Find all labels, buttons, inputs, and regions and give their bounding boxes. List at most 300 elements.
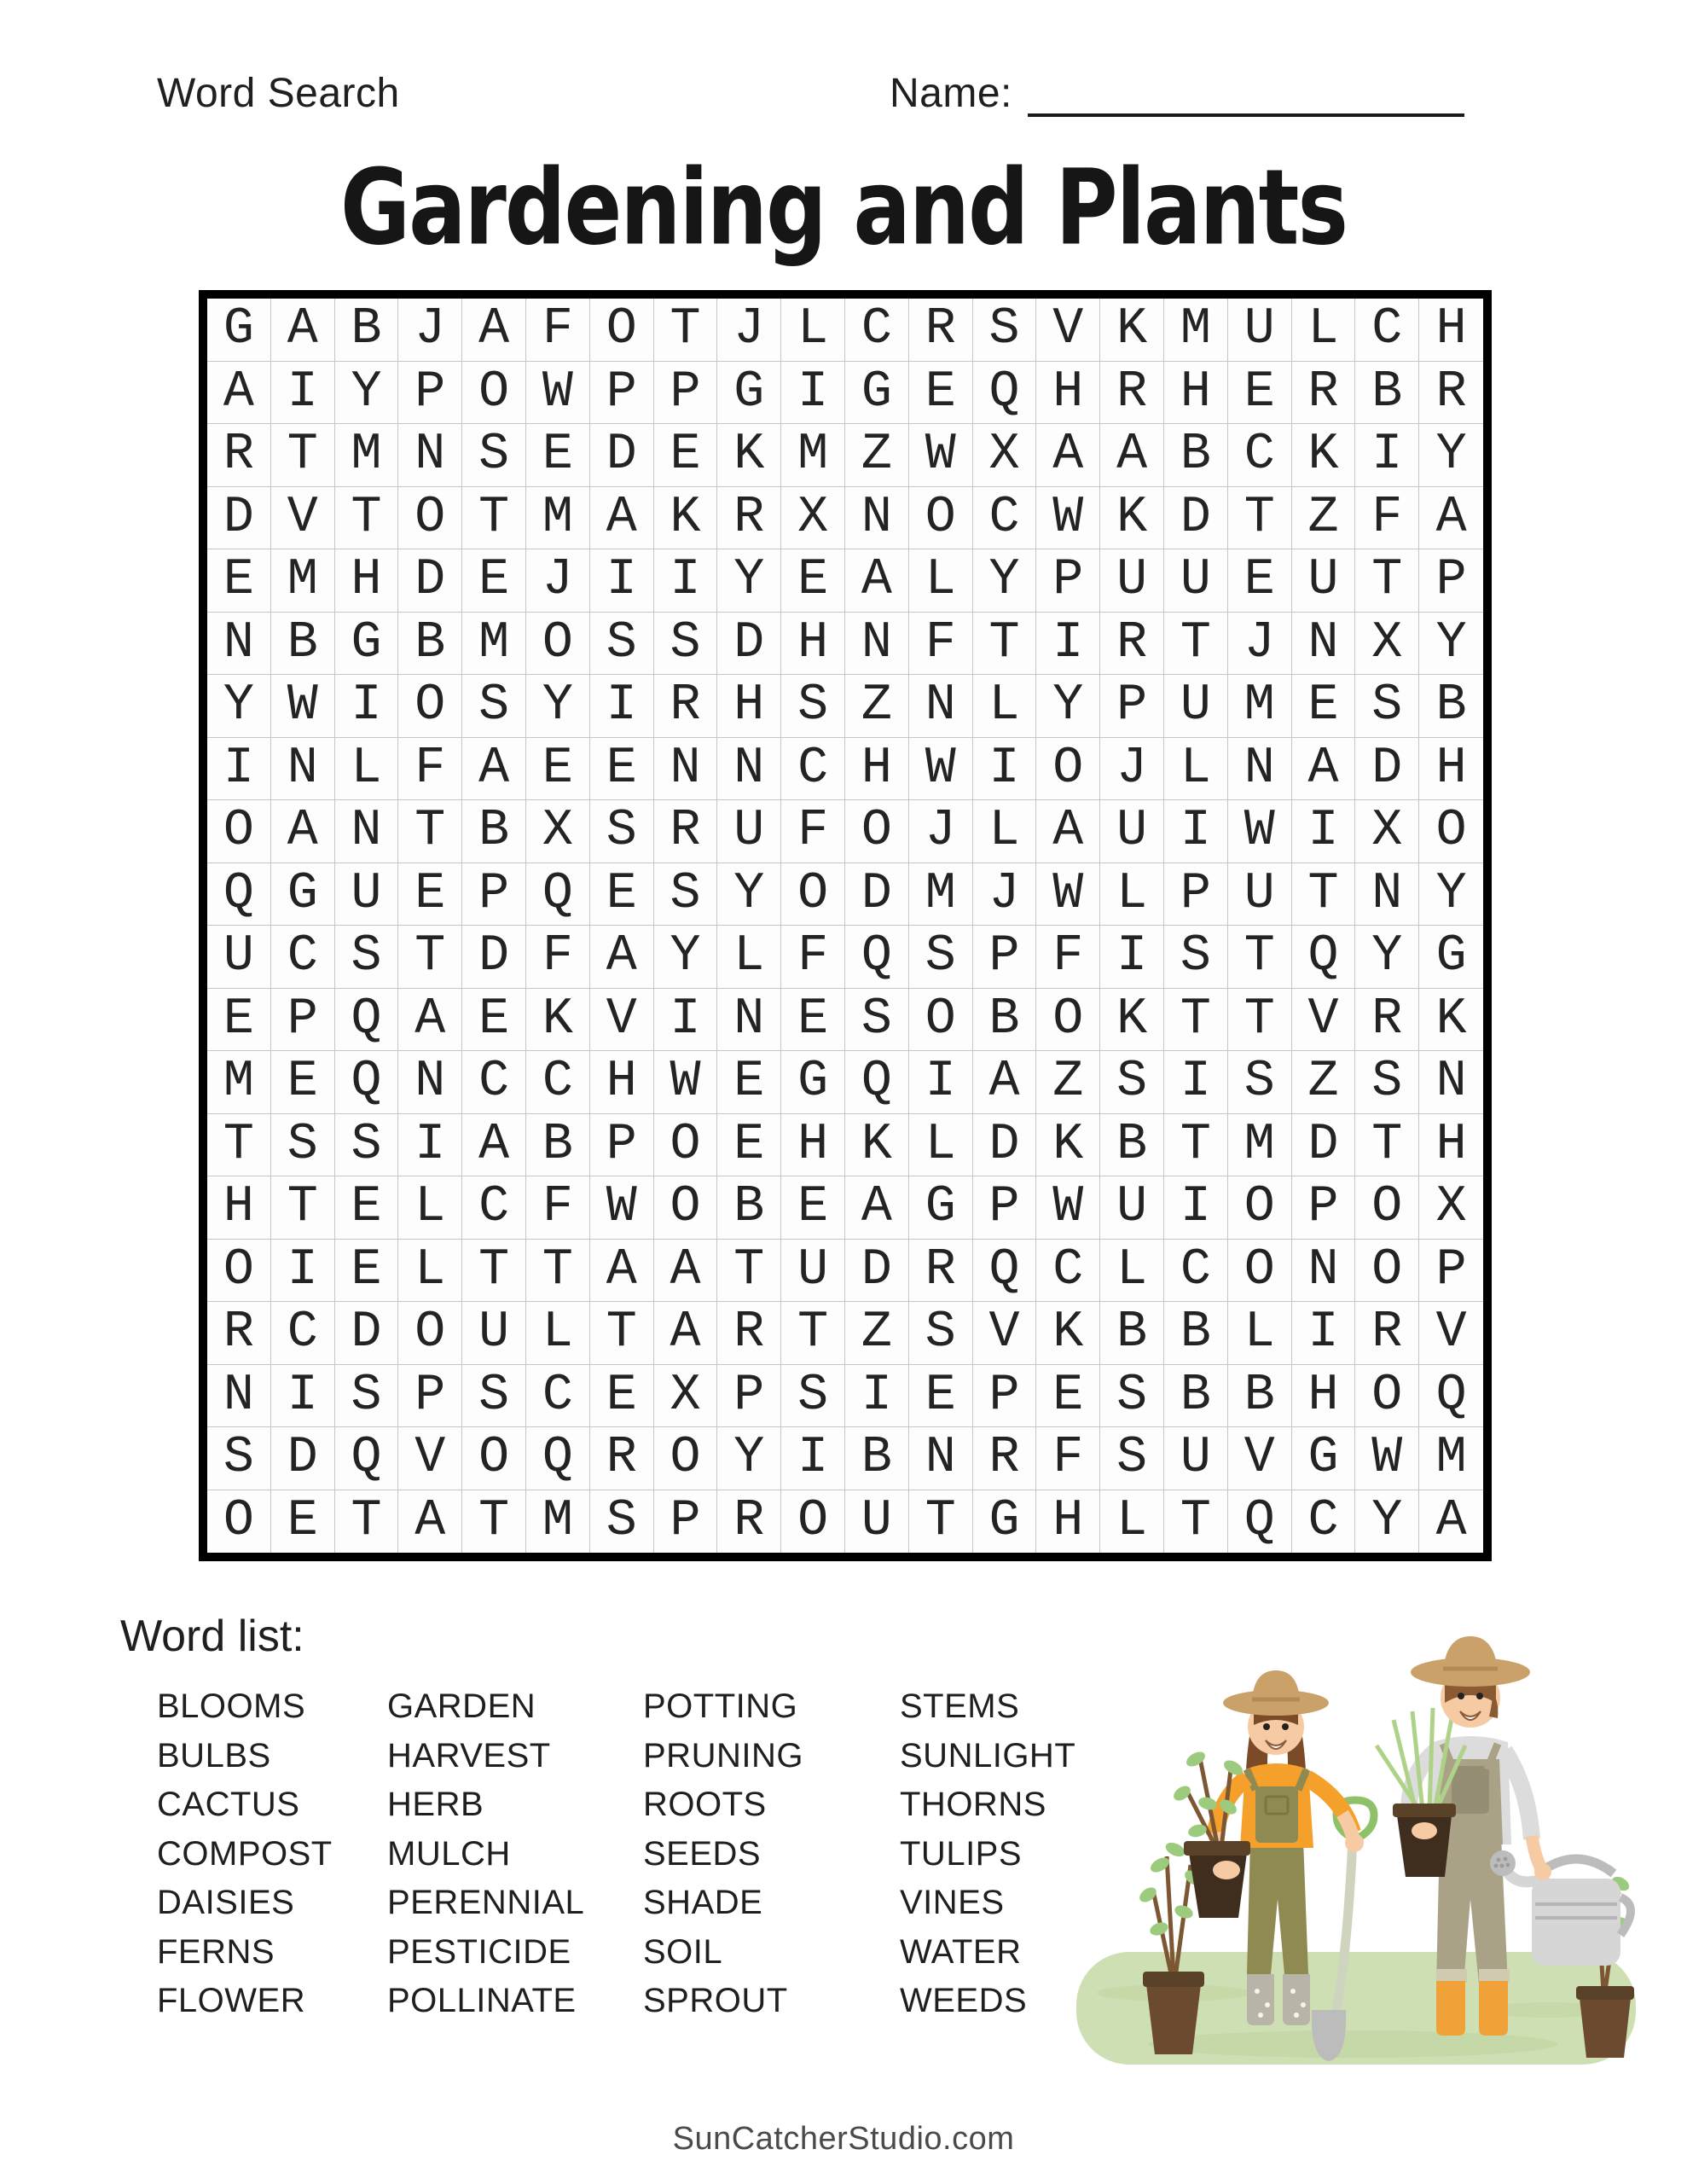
grid-letter: C [526, 1365, 590, 1428]
grid-letter: Y [973, 549, 1037, 613]
grid-letter: A [845, 549, 909, 613]
grid-letter: R [909, 299, 973, 362]
grid-letter: T [462, 1240, 526, 1303]
grid-letter: E [909, 1365, 973, 1428]
grid-letter: H [335, 549, 399, 613]
grid-letter: F [781, 800, 845, 863]
grid-letter: E [654, 424, 718, 487]
grid-letter: U [717, 800, 781, 863]
grid-letter: P [1100, 675, 1164, 738]
grid-letter: W [1355, 1427, 1419, 1490]
grid-letter: F [1036, 1427, 1100, 1490]
grid-letter: W [909, 738, 973, 801]
grid-letter: T [1228, 989, 1292, 1052]
grid-letter: S [1100, 1051, 1164, 1114]
grid-letter: I [973, 738, 1037, 801]
worksheet-type-label: Word Search [157, 71, 400, 116]
grid-letter: W [526, 362, 590, 425]
grid-letter: N [909, 1427, 973, 1490]
grid-letter: L [1228, 1302, 1292, 1365]
grid-letter: J [717, 299, 781, 362]
grid-letter: F [526, 299, 590, 362]
grid-letter: A [398, 1490, 462, 1554]
grid-letter: K [845, 1114, 909, 1177]
grid-letter: F [1355, 487, 1419, 550]
grid-letter: K [1419, 989, 1483, 1052]
grid-letter: Q [526, 863, 590, 926]
grid-letter: W [1036, 487, 1100, 550]
grid-letter: L [909, 549, 973, 613]
grid-letter: U [1100, 549, 1164, 613]
grid-letter: C [1036, 1240, 1100, 1303]
grid-letter: O [398, 1302, 462, 1365]
grid-letter: I [271, 1365, 335, 1428]
word-list-item: PERENNIAL [387, 1884, 585, 1921]
grid-letter: Y [1355, 1490, 1419, 1554]
grid-letter: E [398, 863, 462, 926]
grid-letter: O [1355, 1240, 1419, 1303]
grid-letter: E [717, 1051, 781, 1114]
grid-letter: M [1228, 1114, 1292, 1177]
word-search-grid [199, 290, 1492, 1561]
grid-letter: D [973, 1114, 1037, 1177]
word-list-item: MULCH [387, 1834, 511, 1873]
grid-letter: E [271, 1051, 335, 1114]
grid-letter: H [781, 613, 845, 676]
grid-letter: X [973, 424, 1037, 487]
grid-letter: I [271, 1240, 335, 1303]
grid-letter: E [781, 1176, 845, 1240]
grid-letter: B [973, 989, 1037, 1052]
grid-letter: I [335, 675, 399, 738]
grid-letter: N [654, 738, 718, 801]
grid-letter: S [1228, 1051, 1292, 1114]
grid-letter: Z [1292, 487, 1356, 550]
grid-letter: A [590, 487, 654, 550]
grid-letter: I [590, 549, 654, 613]
word-list-item: SEEDS [643, 1834, 762, 1873]
grid-letter: U [1164, 675, 1228, 738]
grid-letter: B [845, 1427, 909, 1490]
word-list-item: BULBS [157, 1736, 271, 1774]
grid-letter: P [973, 926, 1037, 989]
grid-letter: I [271, 362, 335, 425]
grid-letter: T [335, 487, 399, 550]
watering-can [1490, 1850, 1631, 1966]
word-list-item: POTTING [643, 1687, 798, 1725]
grid-letter: M [207, 1051, 271, 1114]
grid-letter: P [462, 863, 526, 926]
grid-letter: U [1164, 549, 1228, 613]
grid-letter: P [398, 1365, 462, 1428]
word-list-item: STEMS [900, 1687, 1020, 1725]
grid-letter: T [207, 1114, 271, 1177]
grid-letter: H [1036, 362, 1100, 425]
grid-letter: G [717, 362, 781, 425]
grid-letter: H [1419, 299, 1483, 362]
name-blank-line [1028, 79, 1464, 117]
grid-letter: M [781, 424, 845, 487]
grid-letter: R [909, 1240, 973, 1303]
grid-letter: C [271, 1302, 335, 1365]
grid-letter: D [335, 1302, 399, 1365]
grid-letter: Y [1419, 424, 1483, 487]
name-row [890, 70, 1464, 117]
grid-letter: R [654, 800, 718, 863]
grid-letter: T [335, 1490, 399, 1554]
grid-letter: U [1100, 800, 1164, 863]
grid-letter: C [462, 1051, 526, 1114]
grid-letter: G [973, 1490, 1037, 1554]
grid-letter: M [1164, 299, 1228, 362]
grid-letter: L [1100, 863, 1164, 926]
grid-letter: P [717, 1365, 781, 1428]
grid-letter: B [1100, 1302, 1164, 1365]
grid-letter: L [973, 800, 1037, 863]
grid-letter: M [526, 487, 590, 550]
grid-letter: G [335, 613, 399, 676]
grid-letter: I [1164, 1176, 1228, 1240]
grid-letter: Q [335, 1051, 399, 1114]
grid-letter: J [398, 299, 462, 362]
grid-letter: N [717, 738, 781, 801]
grid-letter: Q [973, 362, 1037, 425]
grid-letter: G [781, 1051, 845, 1114]
grid-letter: O [207, 1240, 271, 1303]
grid-letter: O [1036, 989, 1100, 1052]
word-list-column [387, 1682, 613, 2026]
grid-letter: R [1355, 989, 1419, 1052]
grid-letter: C [1292, 1490, 1356, 1554]
grid-letter: T [590, 1302, 654, 1365]
grid-letter: A [1100, 424, 1164, 487]
grid-letter: J [1100, 738, 1164, 801]
grid-letter: G [1419, 926, 1483, 989]
grid-letter: K [1100, 487, 1164, 550]
grid-letter: L [1100, 1240, 1164, 1303]
grid-letter: I [781, 362, 845, 425]
grid-letter: B [1164, 1365, 1228, 1428]
grid-letter: V [1419, 1302, 1483, 1365]
grid-letter: B [271, 613, 335, 676]
grid-letter: T [1292, 863, 1356, 926]
grid-letter: U [845, 1490, 909, 1554]
grid-letter: H [1164, 362, 1228, 425]
grid-letter: I [1355, 424, 1419, 487]
grid-letter: O [1228, 1240, 1292, 1303]
grid-letter: O [1036, 738, 1100, 801]
grid-letter: J [909, 800, 973, 863]
grid-letter: T [462, 487, 526, 550]
grid-letter: S [781, 1365, 845, 1428]
grid-letter: T [398, 800, 462, 863]
grid-letter: P [973, 1176, 1037, 1240]
word-list-item: HARVEST [387, 1736, 551, 1774]
grid-letter: Q [973, 1240, 1037, 1303]
grid-letter: V [590, 989, 654, 1052]
grid-letter: B [1419, 675, 1483, 738]
grid-letter: E [526, 738, 590, 801]
grid-letter: S [654, 863, 718, 926]
grid-letter: K [526, 989, 590, 1052]
grid-letter: U [1292, 549, 1356, 613]
grid-letter: Y [207, 675, 271, 738]
grid-letter: P [271, 989, 335, 1052]
grid-letter: Y [335, 362, 399, 425]
grid-letter: M [271, 549, 335, 613]
grid-letter: C [271, 926, 335, 989]
grid-letter: M [462, 613, 526, 676]
grid-letter: S [462, 1365, 526, 1428]
grid-letter: P [398, 362, 462, 425]
grid-letter: D [207, 487, 271, 550]
grid-letter: W [271, 675, 335, 738]
grid-letter: A [654, 1240, 718, 1303]
grid-letter: N [1355, 863, 1419, 926]
grid-letter: D [717, 613, 781, 676]
grid-letter: E [781, 989, 845, 1052]
grid-letter: I [1036, 613, 1100, 676]
grid-letter: H [845, 738, 909, 801]
word-list-item: TULIPS [900, 1834, 1023, 1873]
grid-letter: V [1292, 989, 1356, 1052]
grid-letter: X [1355, 613, 1419, 676]
grid-letter: P [590, 1114, 654, 1177]
grid-letter: W [654, 1051, 718, 1114]
grid-letter: L [973, 675, 1037, 738]
grid-letter: I [1164, 800, 1228, 863]
grid-letter: R [1100, 613, 1164, 676]
word-list-item: VINES [900, 1884, 1005, 1921]
grid-letter: R [973, 1427, 1037, 1490]
grid-letter: D [590, 424, 654, 487]
grid-letter: Y [1036, 675, 1100, 738]
grid-letter: N [1292, 1240, 1356, 1303]
grid-letter: Q [335, 1427, 399, 1490]
word-list-item: PESTICIDE [387, 1932, 571, 1971]
grid-letter: K [1036, 1302, 1100, 1365]
grid-letter: Y [1355, 926, 1419, 989]
grid-letter: R [1100, 362, 1164, 425]
grid-letter: K [1100, 989, 1164, 1052]
grid-letter: S [335, 1365, 399, 1428]
grid-letter: E [271, 1490, 335, 1554]
word-list-item: SHADE [643, 1884, 763, 1921]
grid-letter: A [1419, 487, 1483, 550]
grid-letter: N [845, 487, 909, 550]
grid-letter: N [909, 675, 973, 738]
grid-letter: V [271, 487, 335, 550]
grid-letter: I [398, 1114, 462, 1177]
grid-letter: T [1228, 487, 1292, 550]
word-list-item: DAISIES [157, 1884, 295, 1921]
grid-letter: T [462, 1490, 526, 1554]
grid-letter: H [590, 1051, 654, 1114]
grid-letter: O [654, 1114, 718, 1177]
grid-letter: H [1419, 738, 1483, 801]
grid-letter: W [1036, 1176, 1100, 1240]
grid-letter: Y [717, 549, 781, 613]
grid-letter: T [271, 1176, 335, 1240]
grid-letter: S [909, 926, 973, 989]
grid-letter: D [845, 1240, 909, 1303]
grid-letter: G [909, 1176, 973, 1240]
grid-letter: X [526, 800, 590, 863]
grid-letter: O [462, 1427, 526, 1490]
grid-letter: O [207, 800, 271, 863]
grid-letter: J [973, 863, 1037, 926]
grid-letter: P [1292, 1176, 1356, 1240]
word-list-item: COMPOST [157, 1834, 333, 1873]
word-list-item: FERNS [157, 1932, 275, 1971]
grid-letter: E [1228, 549, 1292, 613]
grid-letter: M [1419, 1427, 1483, 1490]
grid-letter: T [909, 1490, 973, 1554]
grid-letter: J [526, 549, 590, 613]
grid-letter: D [1164, 487, 1228, 550]
grid-letter: R [207, 424, 271, 487]
grid-letter: C [526, 1051, 590, 1114]
grid-letter: R [717, 1302, 781, 1365]
grid-letter: O [398, 675, 462, 738]
grid-letter: O [781, 1490, 845, 1554]
grid-letter: I [845, 1365, 909, 1428]
grid-letter: S [909, 1302, 973, 1365]
word-list-item: ROOTS [643, 1786, 767, 1823]
grid-letter: A [1435, 1492, 1467, 1551]
grid-letter: E [1036, 1365, 1100, 1428]
grid-letter: O [1419, 800, 1483, 863]
grid-letter: S [590, 613, 654, 676]
grid-letter: I [207, 738, 271, 801]
grid-letter: X [1419, 1176, 1483, 1240]
grid-letter: H [207, 1176, 271, 1240]
grid-letter: Y [1419, 863, 1483, 926]
grid-letter: I [654, 549, 718, 613]
page-title: Gardening and Plants [340, 147, 1347, 269]
grid-letter: A [1036, 424, 1100, 487]
grid-letter: O [398, 487, 462, 550]
grid-letter: R [1355, 1302, 1419, 1365]
grid-letter: P [1419, 549, 1483, 613]
grid-letter: O [781, 863, 845, 926]
grid-letter: E [335, 1176, 399, 1240]
grid-letter: E [526, 424, 590, 487]
grid-letter: S [462, 424, 526, 487]
grid-letter: A [590, 926, 654, 989]
grid-letter: L [335, 738, 399, 801]
grid-letter: F [398, 738, 462, 801]
grid-letter: N [1228, 738, 1292, 801]
grid-letter: S [590, 1490, 654, 1554]
grid-letter: R [590, 1427, 654, 1490]
word-list-item: HERB [387, 1786, 484, 1823]
grid-letter: M [526, 1490, 590, 1554]
grid-letter: E [590, 1365, 654, 1428]
grid-letter: Q [335, 989, 399, 1052]
grid-letter: X [1355, 800, 1419, 863]
grid-letter: S [335, 926, 399, 989]
name-label: Name: [890, 71, 1012, 116]
grid-letter: I [1164, 1051, 1228, 1114]
word-list-item: GARDEN [387, 1687, 536, 1725]
grid-letter: I [781, 1427, 845, 1490]
grid-letter: A [462, 1114, 526, 1177]
grid-letter: L [1292, 299, 1356, 362]
grid-letter: E [1292, 675, 1356, 738]
grid-letter: H [717, 675, 781, 738]
grid-letter: U [781, 1240, 845, 1303]
grid-letter: S [1355, 1051, 1419, 1114]
grid-letter: R [717, 1490, 781, 1554]
grid-letter: A [1292, 738, 1356, 801]
grid-letter: S [335, 1114, 399, 1177]
grid-letter: N [398, 1051, 462, 1114]
grid-letter: L [1164, 738, 1228, 801]
grid-letter: Z [845, 1302, 909, 1365]
grid-letter: N [717, 989, 781, 1052]
grid-letter: L [909, 1114, 973, 1177]
grid-letter: F [909, 613, 973, 676]
grid-letter: K [1292, 424, 1356, 487]
grid-letter: E [1228, 362, 1292, 425]
grid-letter: N [398, 424, 462, 487]
grid-letter: C [1228, 424, 1292, 487]
grid-letter: F [1036, 926, 1100, 989]
grid-letter: S [1164, 926, 1228, 989]
grid-letter: T [1355, 549, 1419, 613]
grid-letter: N [271, 738, 335, 801]
grid-letter: M [1228, 675, 1292, 738]
grid-letter: S [845, 989, 909, 1052]
grid-letter: A [398, 989, 462, 1052]
grid-letter: L [398, 1240, 462, 1303]
grid-letter: Z [1036, 1051, 1100, 1114]
grid-letter: E [717, 1114, 781, 1177]
grid-letter: B [717, 1176, 781, 1240]
grid-letter: R [717, 487, 781, 550]
grid-letter: D [845, 863, 909, 926]
grid-letter: O [845, 800, 909, 863]
grid-letter: M [909, 863, 973, 926]
grid-letter: G [271, 863, 335, 926]
grid-letter: D [1355, 738, 1419, 801]
word-list-item: WATER [900, 1932, 1022, 1971]
grid-letter: T [1355, 1114, 1419, 1177]
grid-letter: T [1164, 1490, 1228, 1554]
grid-letter: Z [845, 675, 909, 738]
grid-letter: C [781, 738, 845, 801]
grid-letter: G [845, 362, 909, 425]
grid-letter: U [1228, 299, 1292, 362]
grid-letter: T [1164, 613, 1228, 676]
grid-letter: E [590, 738, 654, 801]
footer-site-credit: SunCatcherStudio.com [672, 2121, 1015, 2157]
grid-letter: B [335, 299, 399, 362]
grid-letter: B [1355, 362, 1419, 425]
grid-letter: X [781, 487, 845, 550]
grid-letter: O [654, 1176, 718, 1240]
word-list-item: FLOWER [157, 1982, 306, 2019]
grid-letter: E [909, 362, 973, 425]
grid-letter: E [335, 1240, 399, 1303]
grid-letter: Q [845, 926, 909, 989]
word-list-item: THORNS [900, 1786, 1046, 1823]
grid-letter: E [781, 549, 845, 613]
grid-letter: W [590, 1176, 654, 1240]
grid-letter: A [654, 1302, 718, 1365]
grid-letter: K [717, 424, 781, 487]
